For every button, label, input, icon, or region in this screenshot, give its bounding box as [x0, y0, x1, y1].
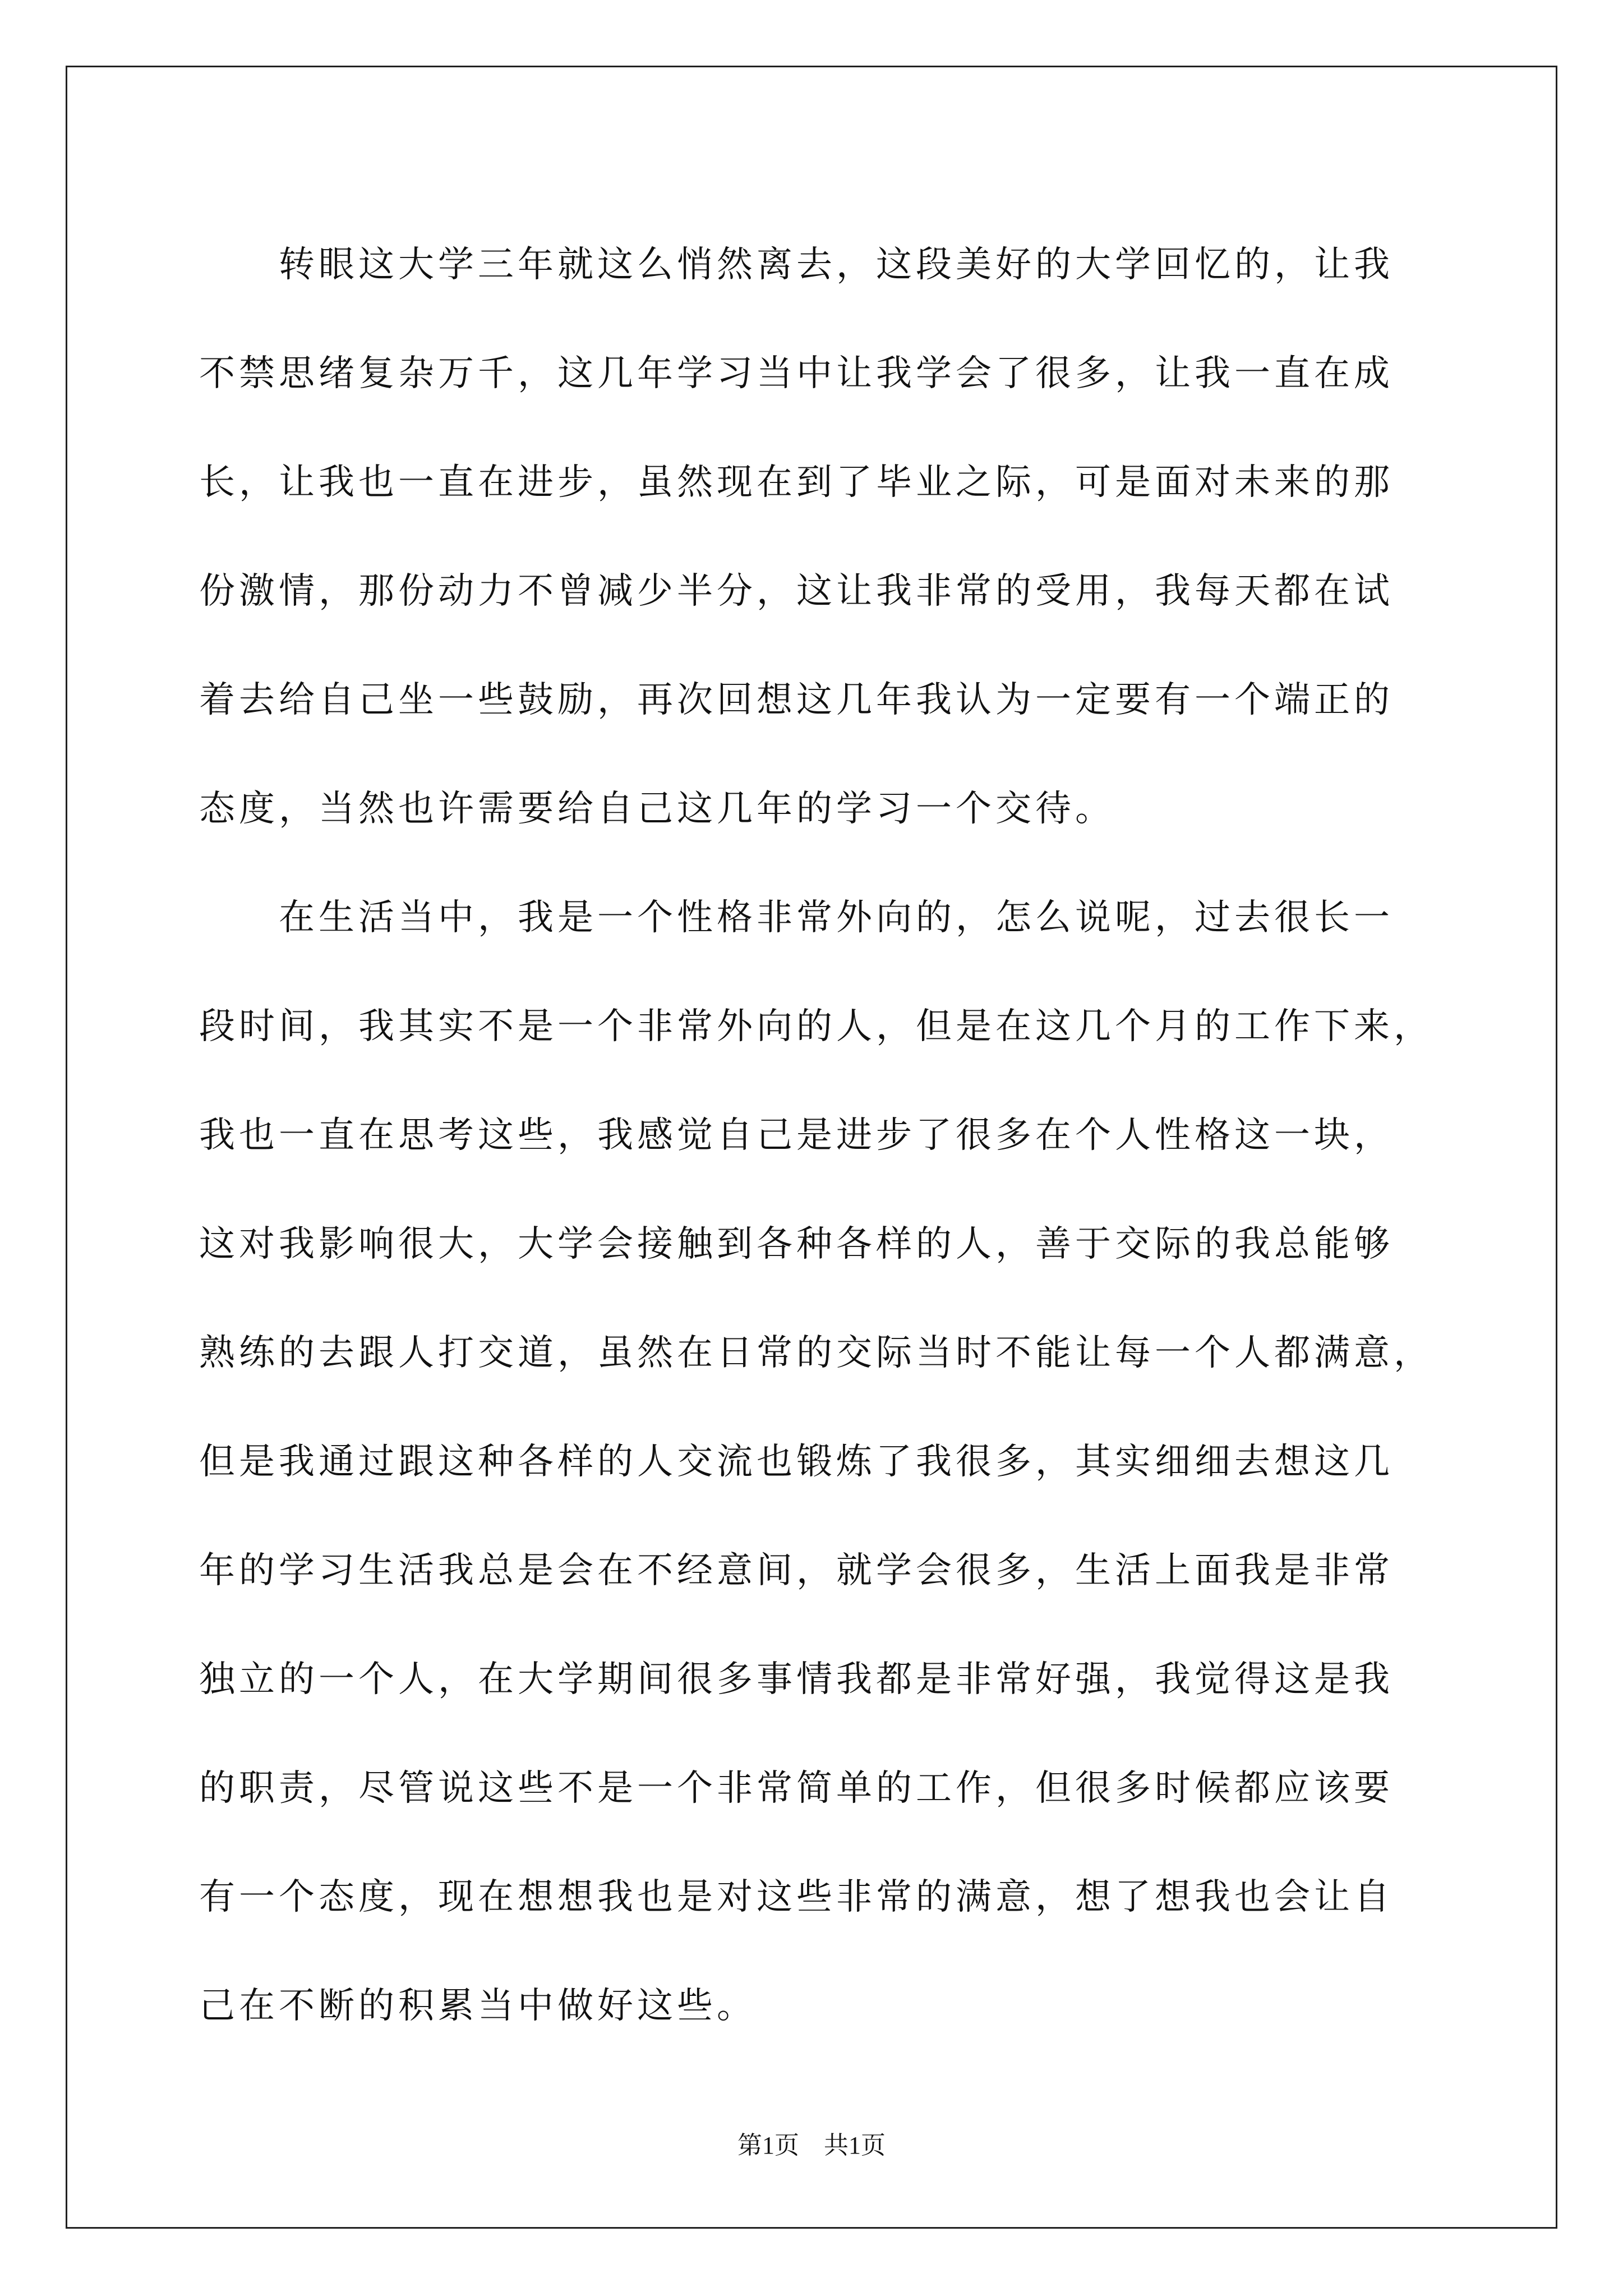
text-line: 有一个态度，现在想想我也是对这些非常的满意，想了想我也会让自 — [199, 1876, 1394, 1918]
text-line: 这对我影响很大，大学会接触到各种各样的人，善于交际的我总能够 — [199, 1223, 1394, 1265]
text-line: 己在不断的积累当中做好这些。 — [199, 1985, 757, 2027]
text-line: 态度，当然也许需要给自己这几年的学习一个交待。 — [199, 788, 1115, 830]
document-body — [199, 210, 1433, 2060]
text-line: 长，让我也一直在进步，虽然现在到了毕业之际，可是面对未来的那 — [199, 462, 1394, 503]
text-line: 年的学习生活我总是会在不经意间，就学会很多，生活上面我是非常 — [199, 1550, 1394, 1591]
text-line: 独立的一个人，在大学期间很多事情我都是非常好强，我觉得这是我 — [199, 1659, 1394, 1700]
paragraph — [199, 210, 1433, 863]
text-line: 的职责，尽管说这些不是一个非常简单的工作，但很多时候都应该要 — [199, 1768, 1394, 1809]
page-footer: 第1页 共1页 — [737, 2132, 886, 2159]
text-line: 不禁思绪复杂万千，这几年学习当中让我学会了很多，让我一直在成 — [199, 353, 1394, 394]
text-line: 但是我通过跟这种各样的人交流也锻炼了我很多，其实细细去想这几 — [199, 1441, 1394, 1483]
text-line: 段时间，我其实不是一个非常外向的人，但是在这几个月的工作下来， — [199, 1006, 1433, 1047]
text-line: 份激情，那份动力不曾减少半分，这让我非常的受用，我每天都在试 — [199, 570, 1394, 612]
text-line: 着去给自己坐一些鼓励，再次回想这几年我认为一定要有一个端正的 — [199, 679, 1394, 721]
text-line: 在生活当中，我是一个性格非常外向的，怎么说呢，过去很长一 — [199, 897, 1394, 938]
text-line: 我也一直在思考这些，我感觉自己是进步了很多在个人性格这一块， — [199, 1115, 1394, 1156]
text-line: 熟练的去跟人打交道，虽然在日常的交际当时不能让每一个人都满意， — [199, 1332, 1433, 1374]
paragraph — [199, 863, 1433, 2060]
text-line: 转眼这大学三年就这么悄然离去，这段美好的大学回忆的，让我 — [199, 244, 1394, 286]
